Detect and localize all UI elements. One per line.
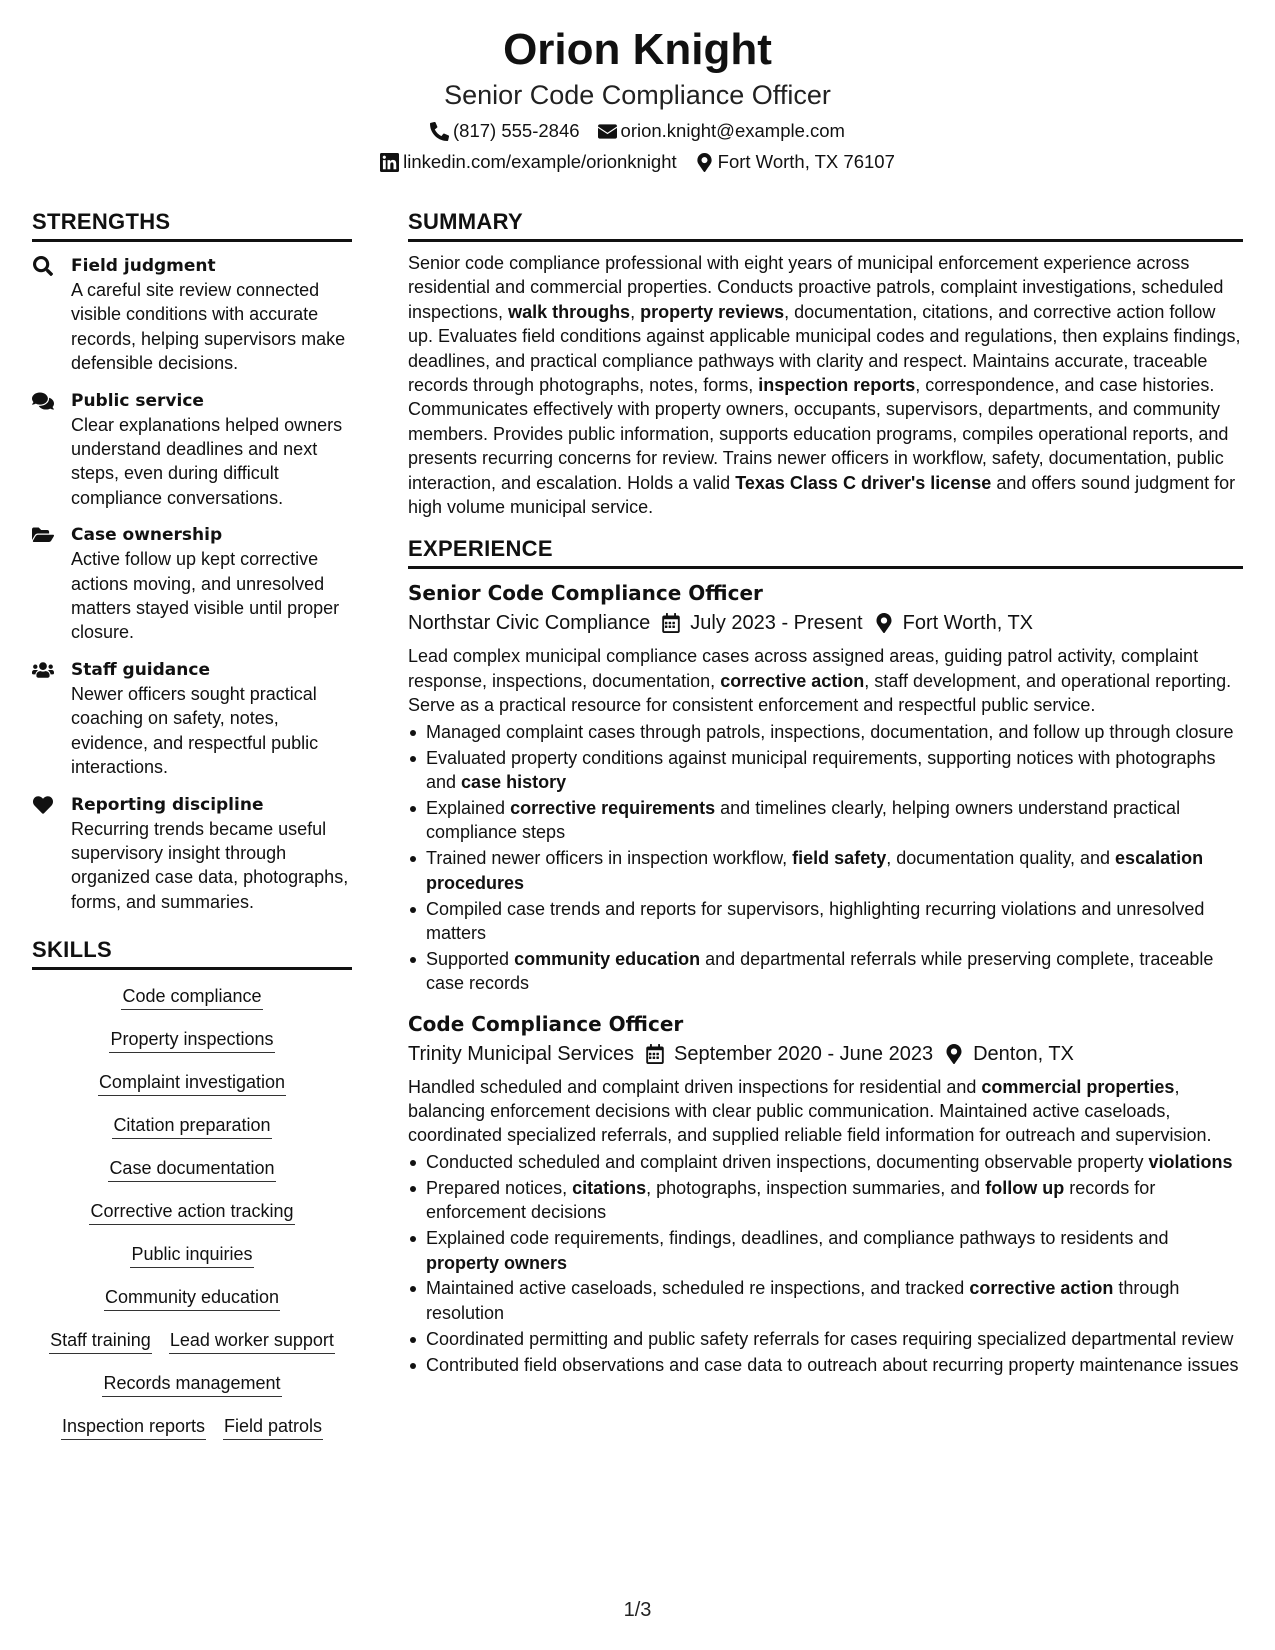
- skill-row: [61, 1414, 323, 1440]
- bold-phrase: field safety: [792, 848, 887, 869]
- job-bullet: Maintained active caseloads, scheduled re inspections, and tracked corrective action through resolution: [408, 1276, 1243, 1325]
- contact-phone[interactable]: [430, 119, 580, 143]
- strength-name: Public service: [71, 390, 204, 411]
- skill-tag: Corrective action tracking: [89, 1199, 294, 1225]
- map-marker-icon: [875, 613, 893, 633]
- skill-tag: Property inspections: [109, 1027, 274, 1053]
- job-dates-wrap: [646, 1040, 933, 1068]
- job-description: Lead complex municipal compliance cases across assigned areas, guiding patrol activity, complaint response, inspections, documentation, corrective action, staff development, and operational reporting. Serve as a practical resource for consistent enforcement and respectful public service.: [408, 646, 1232, 716]
- strength-desc: Clear explanations helped owners understand deadlines and next steps, even during difficult compliance conversations.: [71, 414, 343, 508]
- skill-tag: Complaint investigation: [98, 1070, 286, 1096]
- job-bullet: Conducted scheduled and complaint driven inspections, documenting observable property violations: [408, 1150, 1243, 1174]
- job-bullets: [408, 720, 1243, 996]
- strengths-list: [32, 254, 352, 914]
- skill-row: [109, 1027, 274, 1053]
- contact-row-secondary: [0, 150, 1275, 174]
- experience-section: [408, 535, 1243, 1377]
- strength-name: Reporting discipline: [71, 794, 264, 815]
- strength-item: [32, 254, 352, 376]
- bold-phrase: corrective action: [720, 670, 865, 691]
- job-bullet: Explained corrective requirements and timelines clearly, helping owners understand practical compliance steps: [408, 796, 1243, 845]
- location-text: Fort Worth, TX 76107: [717, 151, 895, 172]
- job-location-wrap: [945, 1040, 1074, 1068]
- strength-desc: Recurring trends became useful supervisory insight through organized case data, photographs, forms, and summaries.: [71, 818, 349, 912]
- experience-heading: EXPERIENCE: [408, 535, 1243, 569]
- skill-row: [112, 1113, 271, 1139]
- job-title: Senior Code Compliance Officer: [408, 581, 763, 606]
- strength-desc: Active follow up kept corrective actions moving, and unresolved matters stayed visible until proper closure.: [71, 549, 340, 643]
- job-company: Trinity Municipal Services: [408, 1042, 634, 1065]
- bold-phrase: violations: [1148, 1151, 1233, 1172]
- right-column: [408, 208, 1243, 1379]
- resume-header: [0, 22, 1275, 174]
- strength-name: Field judgment: [71, 256, 216, 276]
- job-bullet: Contributed field observations and case data to outreach about recurring property maintenance issues: [408, 1353, 1243, 1377]
- skill-row: [130, 1242, 253, 1268]
- envelope-icon: [598, 122, 617, 141]
- skill-row: [49, 1328, 335, 1354]
- map-marker-icon: [695, 153, 714, 172]
- calendar-icon: [646, 1044, 664, 1064]
- bold-phrase: corrective action: [969, 1278, 1114, 1299]
- users-icon: [32, 660, 54, 680]
- skills-list: [32, 984, 352, 1457]
- summary-heading: SUMMARY: [408, 208, 1243, 242]
- job-dates: July 2023 - Present: [690, 612, 863, 635]
- left-column: [32, 208, 352, 1457]
- linkedin-icon: [380, 153, 399, 172]
- job-description: Handled scheduled and complaint driven inspections for residential and commercial properties, balancing enforcement decisions with clear public communication. Maintained active caseloads, coordinated specialized referrals, and supplied reliable field information for outreach and supervision.: [408, 1076, 1212, 1146]
- skill-tag: Community education: [104, 1285, 280, 1311]
- phone-icon: [430, 122, 449, 141]
- bold-phrase: case history: [461, 772, 567, 792]
- strength-desc: Newer officers sought practical coaching on safety, notes, evidence, and respectful public interactions.: [71, 683, 319, 778]
- bold-phrase: corrective requirements: [510, 797, 716, 818]
- job-location: Denton, TX: [973, 1042, 1074, 1065]
- contact-location: [695, 150, 895, 174]
- job-dates-wrap: [662, 609, 862, 637]
- job-company: Northstar Civic Compliance: [408, 612, 651, 635]
- skill-row: [102, 1371, 281, 1397]
- strength-name: Case ownership: [71, 525, 223, 546]
- skill-tag: Citation preparation: [112, 1113, 271, 1139]
- bold-phrase: inspection reports: [758, 375, 916, 396]
- job-dates: September 2020 - June 2023: [674, 1042, 934, 1065]
- candidate-title: Senior Code Compliance Officer: [444, 80, 831, 110]
- job-bullet: Coordinated permitting and public safety referrals for cases requiring specialized departmental review: [408, 1327, 1243, 1351]
- job-location-wrap: [875, 609, 1033, 637]
- email-text: orion.knight@example.com: [620, 120, 845, 141]
- job-bullet: Prepared notices, citations, photographs, inspection summaries, and follow up records for enforcement decisions: [408, 1176, 1243, 1225]
- skill-row: [98, 1070, 286, 1096]
- skill-row: [121, 984, 262, 1010]
- skill-tag: Code compliance: [121, 984, 262, 1010]
- job-bullet: Evaluated property conditions against municipal requirements, supporting notices with photographs and case history: [408, 746, 1243, 795]
- bold-phrase: commercial properties: [981, 1076, 1175, 1097]
- folder-open-icon: [32, 525, 54, 545]
- candidate-name: Orion Knight: [503, 25, 772, 74]
- skill-tag: Records management: [102, 1371, 281, 1397]
- strength-item: [32, 793, 352, 915]
- skill-row: [104, 1285, 280, 1311]
- page-number: 1/3: [623, 1599, 652, 1621]
- skills-heading: SKILLS: [32, 936, 352, 970]
- bold-phrase: follow up: [985, 1177, 1065, 1198]
- skill-tag: Case documentation: [108, 1156, 275, 1182]
- contact-linkedin[interactable]: [380, 150, 677, 174]
- comments-icon: [32, 391, 54, 411]
- job-entry: [408, 579, 1243, 995]
- bold-phrase: Texas Class C driver's license: [735, 472, 992, 493]
- skill-tag: Inspection reports: [61, 1414, 206, 1440]
- skill-tag: Staff training: [49, 1328, 152, 1354]
- job-entry: [408, 1010, 1243, 1377]
- job-bullet: Managed complaint cases through patrols, inspections, documentation, and follow up through closure: [408, 720, 1243, 744]
- linkedin-text: linkedin.com/example/orionknight: [403, 151, 677, 172]
- job-location: Fort Worth, TX: [902, 612, 1034, 635]
- skill-tag: Field patrols: [223, 1414, 323, 1440]
- job-title: Code Compliance Officer: [408, 1011, 684, 1036]
- phone-text: (817) 555-2846: [453, 120, 580, 141]
- strengths-heading: STRENGTHS: [32, 208, 352, 242]
- strength-item: [32, 389, 352, 511]
- strength-item: [32, 523, 352, 645]
- contact-row-primary: [0, 119, 1275, 143]
- job-bullets: [408, 1150, 1243, 1377]
- job-bullet: Compiled case trends and reports for supervisors, highlighting recurring violations and unresolved matters: [408, 897, 1243, 946]
- summary-text: Senior code compliance professional with eight years of municipal enforcement experience across residential and commercial properties. Conducts proactive patrols, complaint investigations, scheduled inspections, walk throughs, property reviews, documentation, citations, and corrective action follow up. Evaluates field conditions against applicable municipal codes and regulations, then explains findings, deadlines, and practical compliance pathways with clarity and respect. Maintains accurate, traceable records through photographs, notes, forms, inspection reports, correspondence, and case histories. Communicates effectively with property owners, occupants, supervisors, departments, and community members. Provides public information, supports education programs, compiles operational reports, and presents recurring concerns for review. Trains newer officers in workflow, safety, documentation, public interaction, and escalation. Holds a valid Texas Class C driver's license and offers sound judgment for high volume municipal service.: [408, 253, 1241, 518]
- bold-phrase: property owners: [426, 1252, 568, 1273]
- job-bullet: Supported community education and departmental referrals while preserving complete, traceable case records: [408, 947, 1243, 996]
- skill-tag: Lead worker support: [169, 1328, 335, 1354]
- strength-desc: A careful site review connected visible conditions with accurate records, helping supervisors make defensible decisions.: [71, 280, 346, 374]
- jobs-list: [408, 579, 1243, 1377]
- job-meta: [408, 1040, 1243, 1068]
- bold-phrase: escalation procedures: [426, 848, 1204, 893]
- skill-row: [89, 1199, 294, 1225]
- heart-icon: [32, 795, 54, 815]
- skill-tag: Public inquiries: [130, 1242, 253, 1268]
- bold-phrase: walk throughs: [508, 301, 631, 322]
- strength-name: Staff guidance: [71, 659, 210, 680]
- skill-row: [108, 1156, 275, 1182]
- job-meta: [408, 609, 1243, 637]
- map-marker-icon: [945, 1044, 963, 1064]
- contact-email[interactable]: [598, 119, 845, 143]
- bold-phrase: community education: [514, 948, 701, 969]
- bold-phrase: citations: [572, 1177, 647, 1198]
- search-icon: [32, 256, 54, 276]
- job-bullet: Trained newer officers in inspection workflow, field safety, documentation quality, and escalation procedures: [408, 846, 1243, 895]
- bold-phrase: property reviews: [640, 301, 785, 322]
- job-bullet: Explained code requirements, findings, deadlines, and compliance pathways to residents and property owners: [408, 1226, 1243, 1275]
- strength-item: [32, 658, 352, 780]
- calendar-icon: [662, 613, 680, 633]
